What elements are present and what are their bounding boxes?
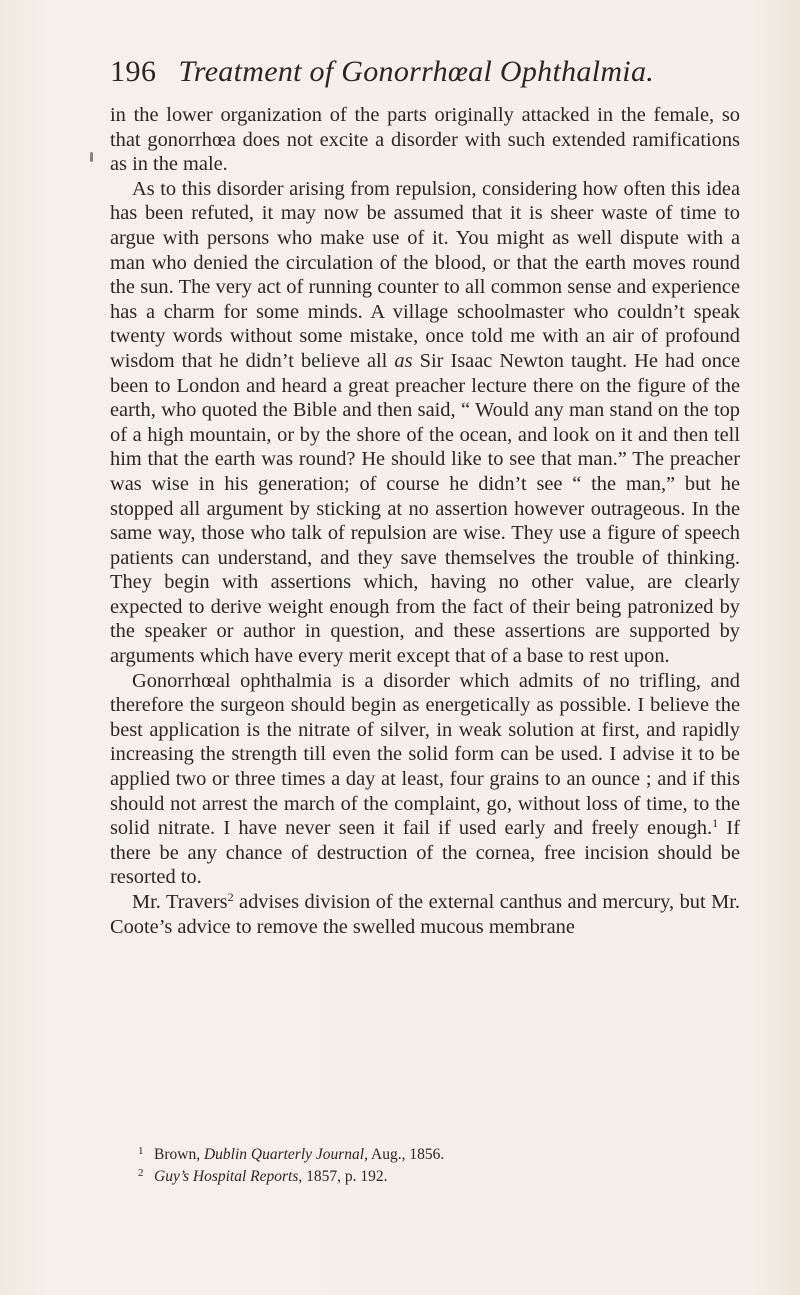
paragraph-3: [110, 669, 740, 890]
footnote-1-rest: , Aug., 1856.: [364, 1146, 445, 1163]
footnote-ref-1: 1: [712, 816, 719, 831]
footnote-2-rest: , 1857, p. 192.: [298, 1168, 388, 1185]
paragraph-4-text-before: Mr. Travers: [132, 891, 228, 913]
paragraph-2-text: As to this disorder arising from repulsion, considering how often this idea has been refuted, it may now be assumed that it is sheer waste of time to argue with persons who make use of it. You might as well dispute with a man who denied the circulation of the blood, or that the earth moves round the sun. The very act of running counter to all common sense and experience has a charm for some minds. A village schoolmaster who couldn’t speak twenty words without some mistake, once told me with an air of profound wisdom that he didn’t believe all as Sir Isaac Newton taught. He had once been to London and heard a great preacher lecture there on the figure of the earth, who quoted the Bible and then said, “ Would any man stand on the top of a high mountain, or by the shore of the ocean, and look on it and then tell him that the earth was round? He should like to see that man.” The preacher was wise in his generation; of course he didn’t see “ the man,” but he stopped all argument by sticking at no assertion however outrageous. In the same way, those who talk of repulsion are wise. They use a figure of speech patients can understand, and they save themselves the trouble of thinking. They begin with assertions which, having no other value, are clearly expected to derive weight enough from the fact of their being patronized by the speaker or author in question, and these assertions are supported by arguments which have every merit except that of a base to rest upon.: [110, 177, 740, 668]
paragraph-4: [110, 890, 740, 939]
body-text: [110, 103, 740, 939]
margin-mark: [90, 152, 93, 162]
emphasis-as: as: [394, 349, 413, 372]
footnote-1: [138, 1142, 738, 1164]
footnote-1-mark: 1: [138, 1145, 144, 1157]
footnote-1-author: Brown,: [154, 1146, 204, 1163]
paragraph-3-text-after: If there be any chance of destruction of the cornea, free incision should be resorted to.: [110, 817, 740, 889]
footnotes: [138, 1142, 738, 1186]
paragraph-3-text: Gonorrhœal ophthalmia is a disorder which admits of no trifling, and therefore the surgeon should begin as energetically as possible. I believe the best application is the nitrate of silver, in weak solution at first, and rapidly increasing the strength till even the solid form can be used. I advise it to be applied two or three times a day at least, four grains to an ounce ; and if this should not arrest the march of the complaint, go, without loss of time, to the solid nitrate. I have never seen it fail if used early and freely enough.: [110, 669, 740, 840]
footnote-2-journal: Guy’s Hospital Reports: [154, 1168, 299, 1185]
footnote-1-journal: Dublin Quarterly Journal: [203, 1146, 365, 1163]
page-title: Treatment of Gonorrhœal Ophthalmia.: [178, 55, 655, 88]
paragraph-1: in the lower organization of the parts originally attacked in the female, so that gonorrhœa does not excite a disorder with such extended ramifications as in the male.: [110, 104, 740, 176]
paragraph-2: [110, 177, 740, 669]
footnote-2-mark: 2: [138, 1167, 144, 1179]
footnote-2: [138, 1164, 738, 1186]
page-number: 196: [110, 55, 157, 88]
footnote-ref-2: 2: [227, 890, 234, 904]
running-head: [110, 52, 750, 92]
paragraph-4-text: advises division of the external canthus and mercury, but Mr. Coote’s advice to remove the swelled mucous membrane: [110, 891, 741, 938]
